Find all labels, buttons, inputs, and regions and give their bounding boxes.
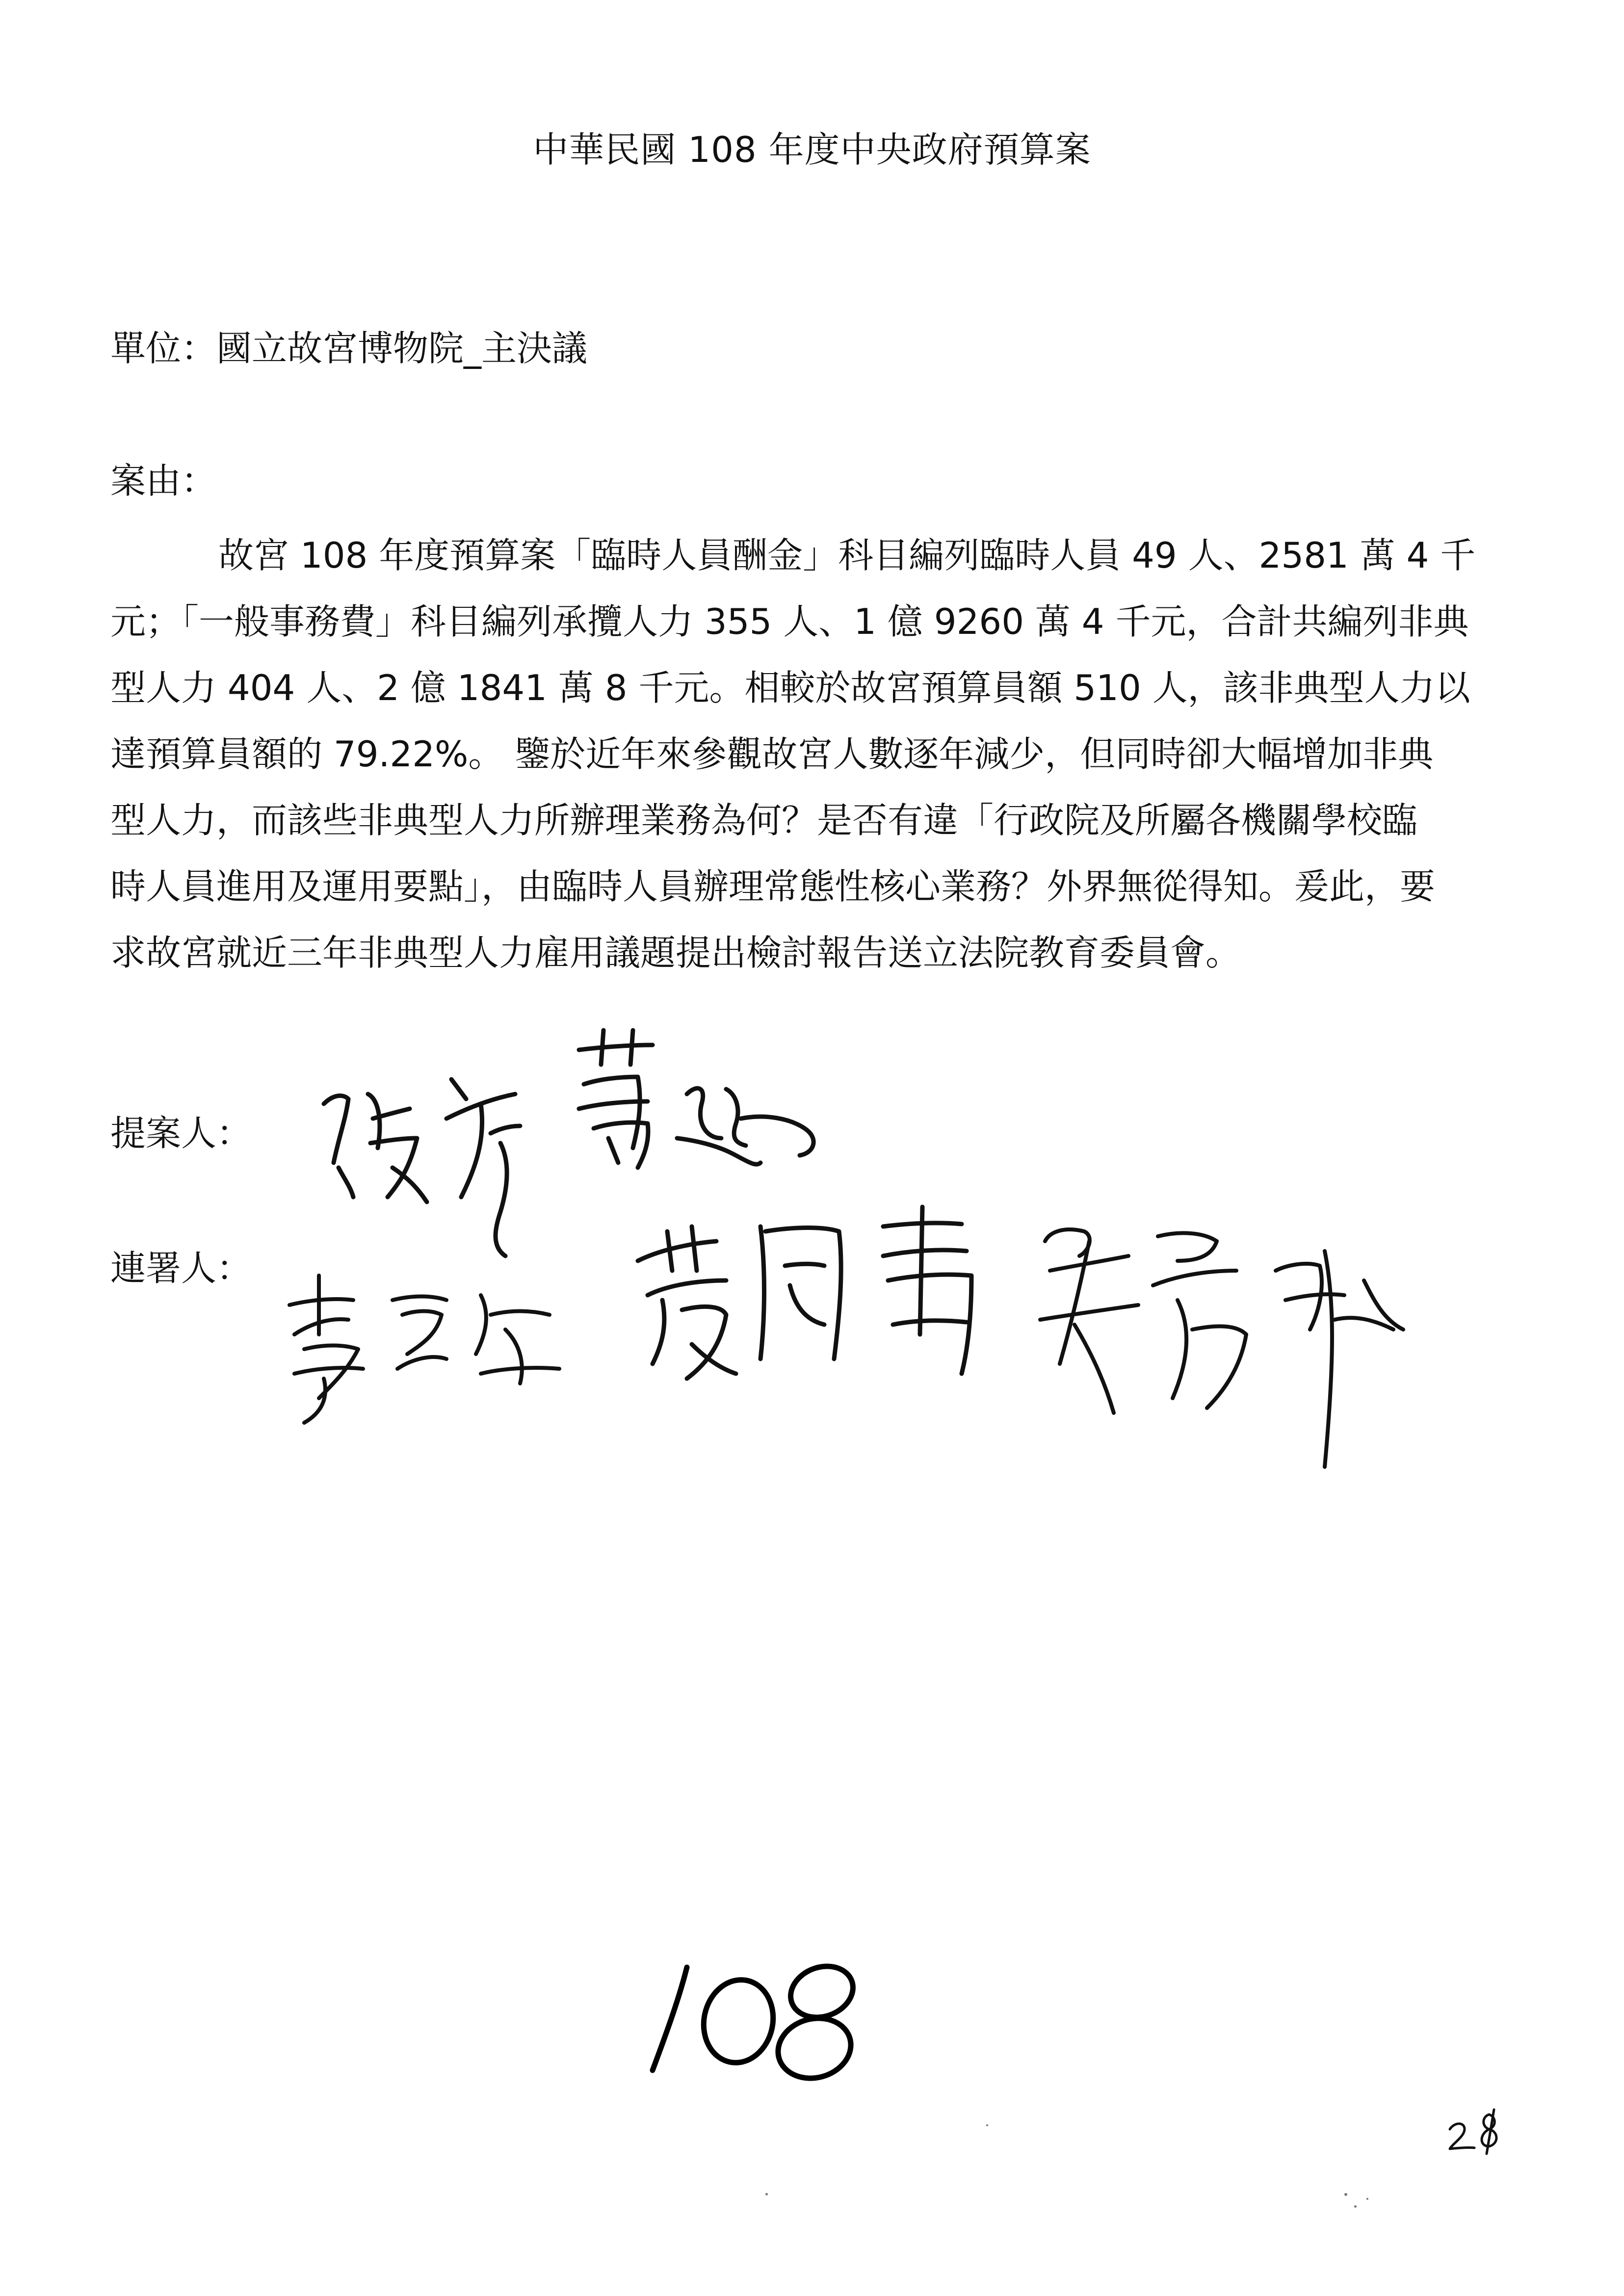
body-line: 時人員進用及運用要點」，由臨時人員辦理常態性核心業務？外界無從得知。爰此，要 xyxy=(110,866,1436,907)
reason-body xyxy=(110,522,1543,986)
cosigner-signature-1 xyxy=(275,1256,579,1442)
scan-speck xyxy=(1366,2198,1368,2200)
unit-line: 單位：國立故宮博物院_主決議 xyxy=(110,328,588,369)
reason-label: 案由： xyxy=(110,460,217,501)
scan-speck xyxy=(1344,2193,1347,2196)
body-line: 型人力，而該些非典型人力所辦理業務為何？是否有違「行政院及所屬各機關學校臨 xyxy=(110,800,1418,841)
scan-speck xyxy=(1354,2205,1357,2208)
cosigner-label: 連署人： xyxy=(110,1248,252,1289)
scan-speck xyxy=(765,2193,768,2195)
handwritten-number xyxy=(633,1938,888,2085)
body-line: 型人力 404 人、2 億 1841 萬 8 千元。相較於故宮預算員額 510 人，該非典型人力以 xyxy=(110,667,1470,708)
body-line: 故宮 108 年度預算案「臨時人員酬金」科目編列臨時人員 49 人、2581 萬 4 千 xyxy=(218,535,1476,576)
cosigner-signature-3 xyxy=(1030,1202,1423,1477)
proposer-label: 提案人： xyxy=(110,1113,252,1154)
body-line: 達預算員額的 79.22%。 鑒於近年來參觀故宮人數逐年減少，但同時卻大幅增加非典 xyxy=(110,733,1434,775)
body-line: 求故宮就近三年非典型人力雇用議題提出檢討報告送立法院教育委員會。 xyxy=(110,932,1241,973)
cosigner-signature-2 xyxy=(628,1197,1011,1403)
document-title: 中華民國 108 年度中央政府預算案 xyxy=(533,129,1091,170)
body-line: 元；「一般事務費」科目編列承攬人力 355 人、1 億 9260 萬 4 千元，合計共編列非典 xyxy=(110,601,1469,642)
page-mark xyxy=(1442,2100,1511,2168)
scan-speck xyxy=(986,2124,988,2126)
